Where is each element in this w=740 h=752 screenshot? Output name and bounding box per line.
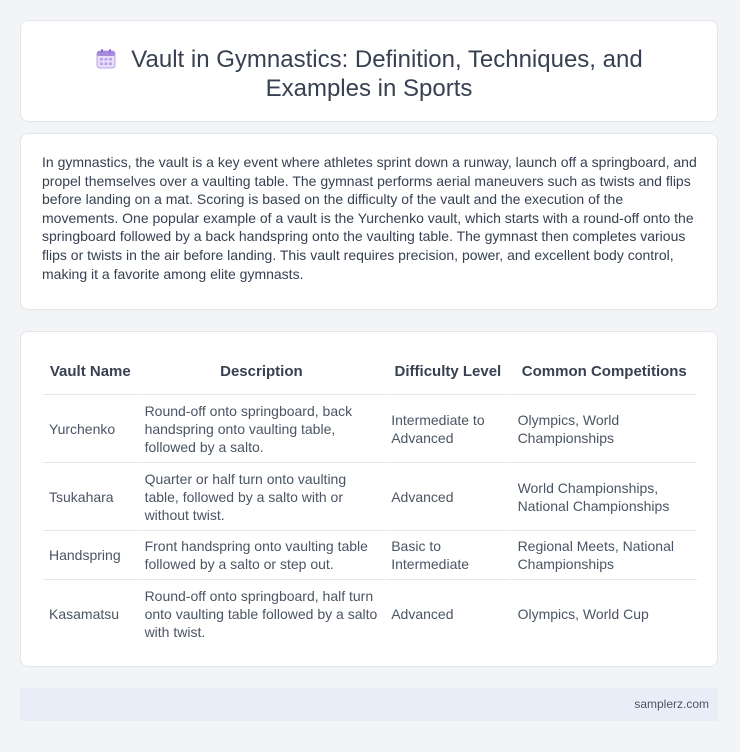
difficulty-cell: Advanced (385, 580, 511, 648)
table-row (43, 395, 698, 463)
vault-name-cell: Yurchenko (43, 395, 138, 463)
page-title (89, 45, 649, 103)
intro-card (20, 133, 718, 310)
header-vault-name: Vault Name (43, 350, 138, 395)
difficulty-cell: Intermediate to Advanced (385, 395, 511, 463)
competitions-cell: Regional Meets, National Championships (511, 531, 697, 580)
table-card (20, 331, 718, 667)
vault-table (43, 350, 698, 647)
table-row (43, 531, 698, 580)
calendar-icon (95, 48, 117, 70)
competitions-cell: Olympics, World Championships (511, 395, 697, 463)
vault-name-cell: Tsukahara (43, 463, 138, 531)
header-difficulty-level: Difficulty Level (385, 350, 511, 395)
table-row (43, 580, 698, 648)
difficulty-cell: Basic to Intermediate (385, 531, 511, 580)
header-common-competitions: Common Competitions (511, 350, 697, 395)
vault-name-cell: Kasamatsu (43, 580, 138, 648)
description-cell: Front handspring onto vaulting table followed by a salto or step out. (138, 531, 385, 580)
header-description: Description (138, 350, 385, 395)
table-row (43, 463, 698, 531)
competitions-cell: World Championships, National Championships (511, 463, 697, 531)
description-cell: Round-off onto springboard, back handspring onto vaulting table, followed by a salto. (138, 395, 385, 463)
footer-site-link[interactable]: samplerz.com (634, 697, 709, 711)
intro-paragraph: In gymnastics, the vault is a key event where athletes sprint down a runway, launch off a springboard, and propel themselves over a vaulting table. The gymnast performs aerial maneuvers such as twists and flips before landing on a mat. Scoring is based on the difficulty of the vault and the execution of the movements. One popular example of a vault is the Yurchenko vault, which starts with a round-off onto the springboard followed by a back handspring onto the vaulting table. The gymnast then completes various flips or twists in the air before landing. This vault requires precision, power, and excellent body control, making it a favorite among elite gymnasts. (42, 154, 697, 282)
vault-name-cell: Handspring (43, 531, 138, 580)
description-cell: Quarter or half turn onto vaulting table, followed by a salto with or without twist. (138, 463, 385, 531)
footer (20, 688, 718, 721)
competitions-cell: Olympics, World Cup (511, 580, 697, 648)
table-header-row (43, 350, 698, 395)
page-title-text: Vault in Gymnastics: Definition, Techniques, and Examples in Sports (131, 46, 643, 102)
difficulty-cell: Advanced (385, 463, 511, 531)
title-card (20, 20, 718, 122)
description-cell: Round-off onto springboard, half turn onto vaulting table followed by a salto with twist. (138, 580, 385, 648)
